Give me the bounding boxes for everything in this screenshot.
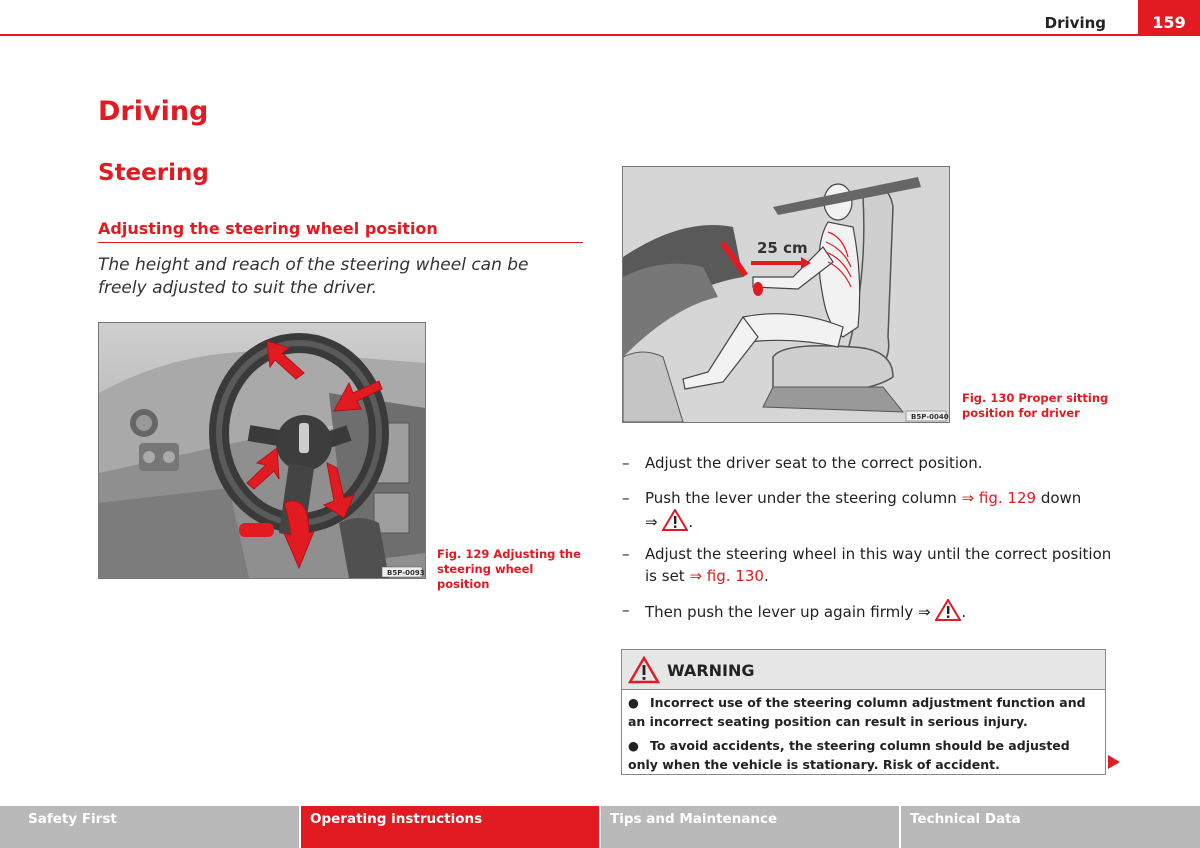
- tab-technical-data[interactable]: Technical Data: [901, 806, 1200, 848]
- distance-label: 25 cm: [757, 239, 808, 257]
- figure-129-caption: Fig. 129 Adjusting the steering wheel position: [437, 547, 581, 591]
- figure-130-sitting-position: [622, 166, 950, 423]
- section-title: Steering: [98, 160, 209, 186]
- step-2: – Push the lever under the steering column ⇒ fig. 129 down ⇒ .: [622, 489, 1082, 531]
- continue-arrow-icon[interactable]: [1108, 755, 1120, 769]
- intro-paragraph: The height and reach of the steering wheel can be freely adjusted to suit the driver.: [98, 255, 529, 298]
- chapter-title: Driving: [98, 96, 209, 127]
- warning-triangle-icon: [628, 656, 660, 684]
- page-number: 159: [1138, 0, 1200, 36]
- warning-header: [622, 650, 1105, 690]
- figure-130-caption: Fig. 130 Proper sitting position for driver: [962, 391, 1109, 420]
- steering-wheel-illustration: [99, 323, 425, 578]
- tab-tips-and-maintenance[interactable]: Tips and Maintenance: [601, 806, 899, 848]
- warning-title: WARNING: [667, 661, 755, 680]
- subsection-title: Adjusting the steering wheel position: [98, 219, 438, 238]
- figure-code: B5P-0040: [911, 413, 949, 421]
- tab-safety-first[interactable]: Safety First: [0, 806, 299, 848]
- running-header-section: Driving: [1044, 14, 1106, 32]
- warning-icon[interactable]: [662, 509, 688, 531]
- step-1: – Adjust the driver seat to the correct position.: [622, 454, 983, 472]
- fig130-link[interactable]: ⇒ fig. 130: [689, 567, 764, 585]
- warning-item: ● To avoid accidents, the steering column should be adjusted only when the vehicle is stationary. Risk of accident.: [628, 738, 1070, 772]
- fig129-link[interactable]: ⇒ fig. 129: [961, 489, 1037, 507]
- warning-item: ● Incorrect use of the steering column adjustment function and an incorrect seating position can result in serious injury.: [628, 695, 1086, 729]
- warning-icon[interactable]: [935, 599, 961, 621]
- figure-129-steering-wheel: [98, 322, 426, 579]
- warning-box: [621, 649, 1106, 775]
- header-rule: [0, 34, 1200, 36]
- step-4: – Then push the lever up again firmly ⇒ .: [622, 601, 967, 621]
- sitting-position-illustration: [623, 167, 949, 422]
- step-3: – Adjust the steering wheel in this way until the correct position is set ⇒ fig. 130.: [622, 545, 1112, 585]
- tab-operating-instructions[interactable]: Operating instructions: [301, 806, 599, 848]
- figure-code: B5P-0093: [387, 569, 425, 577]
- subsection-rule: [98, 242, 583, 243]
